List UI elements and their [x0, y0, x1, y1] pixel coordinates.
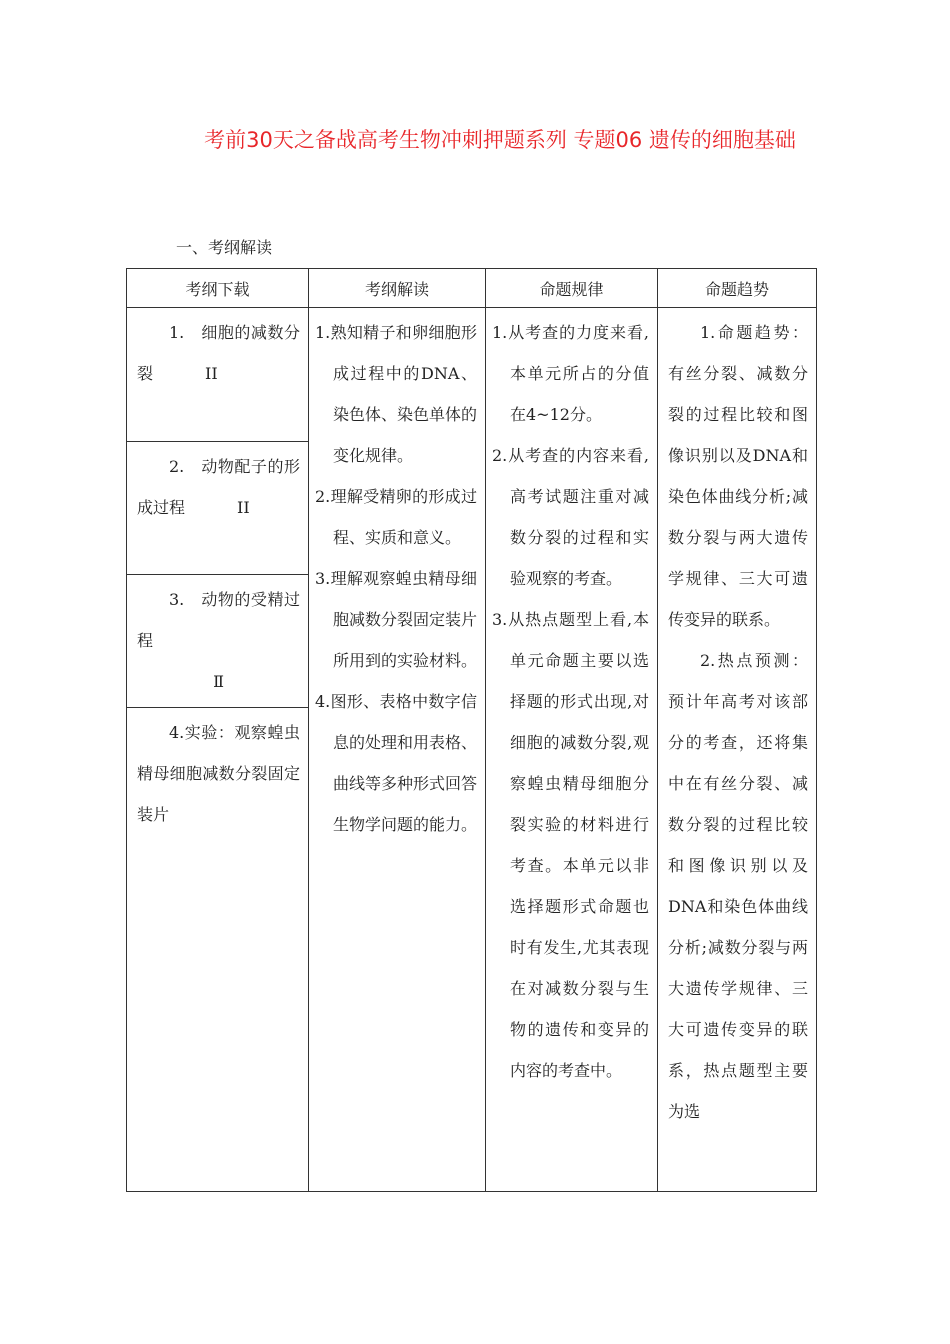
outline-table [126, 268, 817, 1192]
download-item-text: 2. 动物配子的形成过程 [137, 457, 300, 517]
download-item-level: Ⅱ [213, 672, 224, 691]
section-heading: 一、考纲解读 [176, 238, 273, 257]
interpretation-item: 2.理解受精卵的形成过程、实质和意义。 [315, 487, 477, 547]
download-item [127, 574, 308, 707]
download-item-level: II [237, 498, 250, 517]
document-title: 考前30天之备战高考生物冲刺押题系列 专题06 遗传的细胞基础 [204, 128, 796, 152]
download-item-text: 1. 细胞的减数分裂 [137, 323, 300, 383]
interpretation-column [309, 308, 486, 1192]
table-header-row [127, 269, 817, 308]
download-item-text: 4.实验：观察蝗虫精母细胞减数分裂固定装片 [137, 723, 300, 824]
download-item [127, 707, 308, 1191]
trends-column [658, 308, 817, 1192]
interpretation-item: 3.理解观察蝗虫精母细胞减数分裂固定装片所用到的实验材料。 [315, 569, 478, 670]
header-rules: 命题规律 [486, 269, 658, 308]
trends-item: 1.命题趋势：有丝分裂、减数分裂的过程比较和图像识别以及DNA和染色体曲线分析;减数分裂与两大遗传学规律、三大可遗传变异的联系。 [668, 323, 808, 629]
rules-item: 1.从考查的力度来看,本单元所占的分值在4~12分。 [492, 323, 649, 424]
header-interpretation: 考纲解读 [309, 269, 486, 308]
interpretation-item: 1.熟知精子和卵细胞形成过程中的DNA、染色体、染色单体的变化规律。 [315, 323, 478, 465]
download-item [127, 308, 308, 441]
trends-item: 2.热点预测：预计年高考对该部分的考查，还将集中在有丝分裂、减数分裂的过程比较和图像识别以及DNA和染色体曲线分析;减数分裂与两大遗传学规律、三大可遗传变异的联系，热点题型主要为选 [668, 651, 808, 1121]
rules-item: 3.从热点题型上看,本单元命题主要以选择题的形式出现,对细胞的减数分裂,观察蝗虫精母细胞分裂实验的材料进行考查。本单元以非选择题形式命题也时有发生,尤其表现在对减数分裂与生物的遗传和变异的内容的考查中。 [492, 610, 649, 1080]
rules-item: 2.从考查的内容来看,高考试题注重对减数分裂的过程和实验观察的考查。 [492, 446, 649, 588]
rules-column [486, 308, 658, 1192]
download-item [127, 441, 308, 574]
download-column [127, 308, 309, 1192]
interpretation-item: 4.图形、表格中数字信息的处理和用表格、曲线等多种形式回答生物学问题的能力。 [315, 692, 478, 834]
header-download: 考纲下载 [127, 269, 309, 308]
table-body-row [127, 308, 817, 1192]
download-item-text: 3. 动物的受精过程 [137, 590, 300, 650]
download-item-level: II [205, 364, 218, 383]
header-trends: 命题趋势 [658, 269, 817, 308]
